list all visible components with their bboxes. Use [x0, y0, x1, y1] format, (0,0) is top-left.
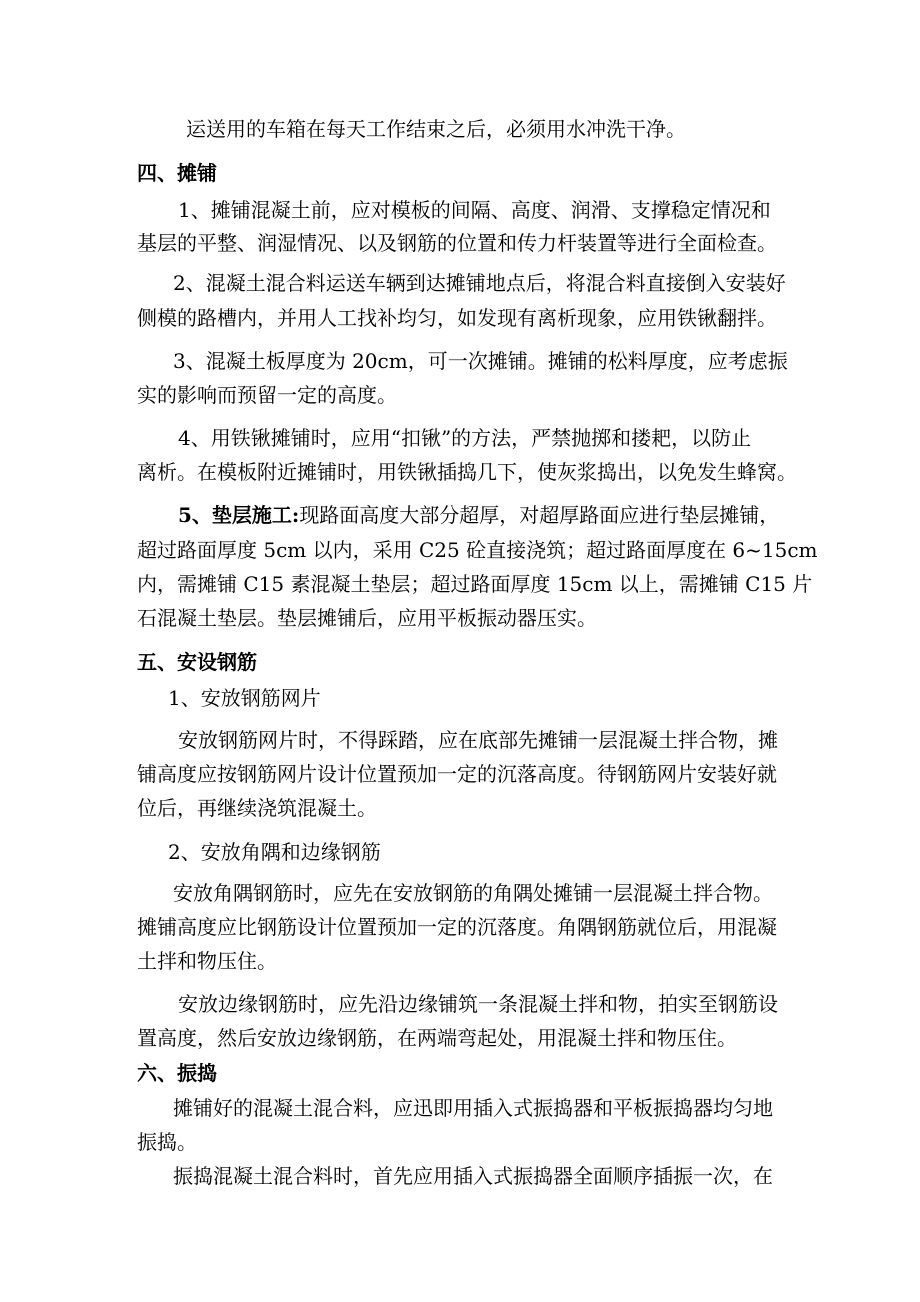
paragraph-line: 3、混凝土板厚度为 20cm，可一次摊铺。摊铺的松料厚度，应考虑振: [173, 349, 788, 373]
paragraph-line: 铺高度应按钢筋网片设计位置预加一定的沉落高度。待钢筋网片安装好就: [137, 762, 777, 786]
paragraph-line: 内，需摊铺 C15 素混凝土垫层；超过路面厚度 15cm 以上，需摊铺 C15 片: [137, 572, 813, 596]
paragraph-line: 土拌和物压住。: [137, 949, 277, 973]
paragraph-line: 安放钢筋网片时，不得踩踏，应在底部先摊铺一层混凝土拌合物，摊: [178, 728, 778, 752]
paragraph-line: 1、摊铺混凝土前，应对模板的间隔、高度、润滑、支撑稳定情况和: [178, 198, 771, 222]
section-heading-6: 六、振捣: [137, 1061, 217, 1085]
paragraph-line: 2、混凝土混合料运送车辆到达摊铺地点后，将混合料直接倒入安装好: [173, 271, 786, 295]
paragraph-text: 现路面高度大部分超厚，对超厚路面应进行垫层摊铺，: [299, 503, 780, 527]
paragraph-line: 侧模的路槽内，并用人工找补均匀，如发现有离析现象，应用铁锹翻拌。: [137, 306, 777, 330]
paragraph-line: 运送用的车箱在每天工作结束之后，必须用水冲洗干净。: [186, 117, 686, 141]
paragraph-line: 摊铺好的混凝土混合料，应迅即用插入式振捣器和平板振捣器均匀地: [173, 1096, 773, 1120]
section-heading-4: 四、摊铺: [137, 161, 217, 185]
paragraph-line: 4、用铁锹摊铺时，应用“扣锹”的方法，严禁抛掷和搂耙，以防止: [178, 426, 752, 450]
paragraph-line: 振捣混凝土混合料时，首先应用插入式振捣器全面顺序插振一次，在: [173, 1164, 773, 1188]
paragraph-line: 超过路面厚度 5cm 以内，采用 C25 砼直接浇筑；超过路面厚度在 6~15cm: [137, 538, 818, 562]
subsection-title: 2、安放角隅和边缘钢筋: [168, 840, 381, 864]
paragraph-line: 安放边缘钢筋时，应先沿边缘铺筑一条混凝土拌和物，拍实至钢筋设: [178, 992, 778, 1016]
section-heading-5: 五、安设钢筋: [137, 650, 257, 674]
paragraph-line: 石混凝土垫层。垫层摊铺后，应用平板振动器压实。: [137, 606, 597, 630]
paragraph-line: 实的影响而预留一定的高度。: [137, 383, 397, 407]
subsection-label-bedding: 5、垫层施工:: [178, 503, 300, 527]
subsection-title: 1、安放钢筋网片: [168, 686, 321, 710]
paragraph-line: 基层的平整、润湿情况、以及钢筋的位置和传力杆装置等进行全面检查。: [137, 231, 777, 255]
paragraph-line: 置高度，然后安放边缘钢筋，在两端弯起处，用混凝土拌和物压住。: [137, 1026, 737, 1050]
paragraph-line: [178, 503, 779, 527]
paragraph-line: 振捣。: [137, 1130, 197, 1154]
paragraph-line: 位后，再继续浇筑混凝土。: [137, 796, 377, 820]
paragraph-line: 安放角隅钢筋时，应先在安放钢筋的角隅处摊铺一层混凝土拌合物。: [173, 881, 773, 905]
paragraph-line: 摊铺高度应比钢筋设计位置预加一定的沉落度。角隅钢筋就位后，用混凝: [137, 915, 777, 939]
paragraph-line: 离析。在模板附近摊铺时，用铁锹插捣几下，使灰浆捣出，以免发生蜂窝。: [137, 460, 797, 484]
